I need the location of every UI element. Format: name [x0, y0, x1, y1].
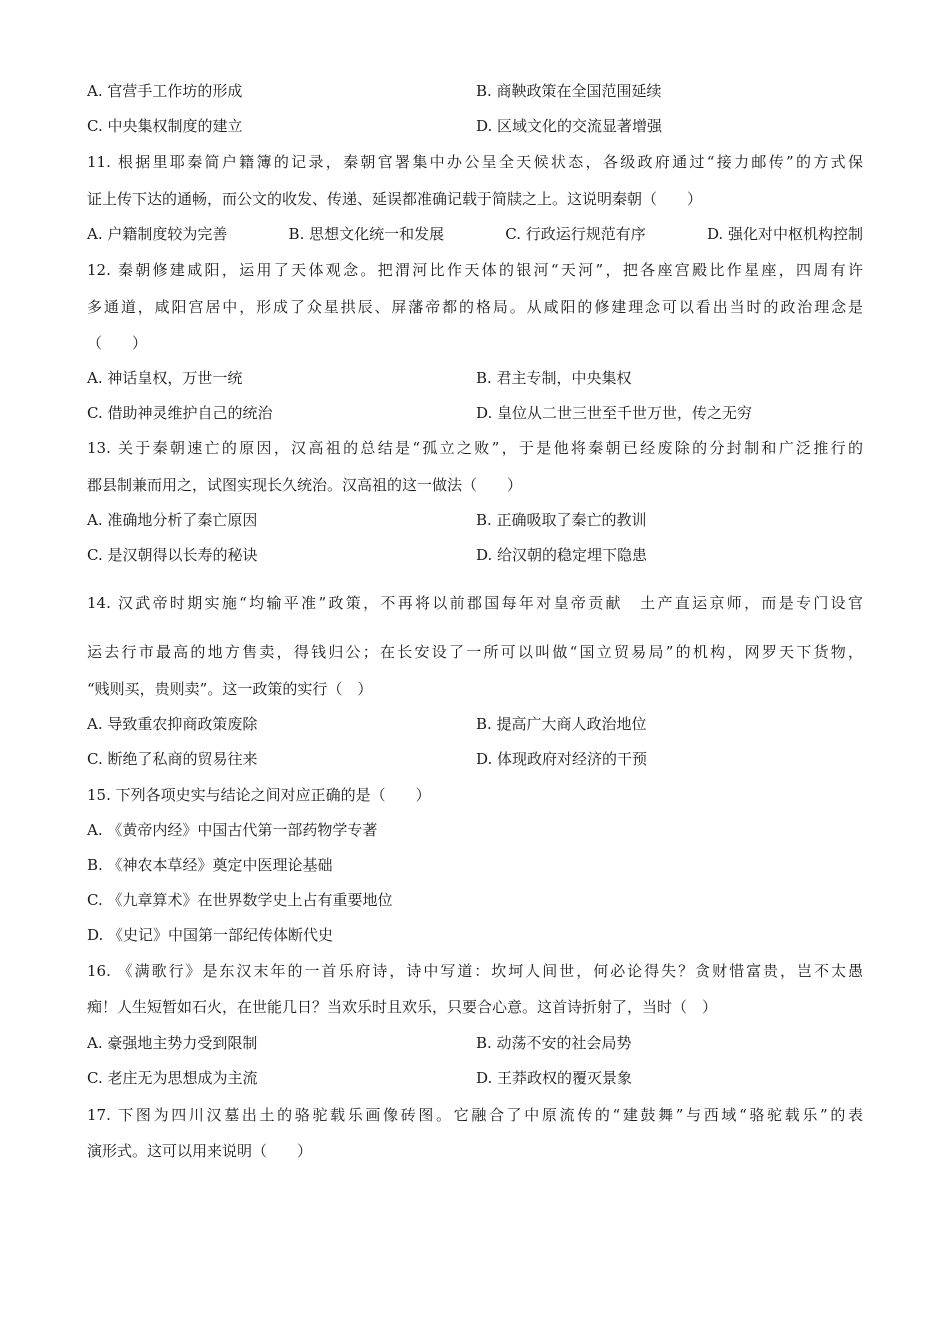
q12-stem-line1: 12. 秦朝修建咸阳，运用了天体观念。把渭河比作天体的银河“天河”，把各座宫殿比作星座，四周有许 — [87, 261, 863, 279]
q15-option-b: B. 《神农本草经》奠定中医理论基础 — [87, 856, 333, 874]
q14-option-d: D. 体现政府对经济的干预 — [476, 750, 648, 768]
q16-option-a: A. 豪强地主势力受到限制 — [87, 1034, 258, 1052]
q10-option-c: C. 中央集权制度的建立 — [87, 117, 243, 135]
q10-option-b: B. 商鞅政策在全国范围延续 — [476, 82, 662, 100]
q13-option-d: D. 给汉朝的稳定埋下隐患 — [476, 546, 648, 564]
q11-stem-line2: 证上传下达的通畅，而公文的收发、传递、延误都准确记载于简牍之上。这说明秦朝（ ） — [87, 190, 703, 208]
q13-option-a: A. 准确地分析了秦亡原因 — [87, 511, 258, 529]
q17-stem-line2: 演形式。这可以用来说明（ ） — [87, 1142, 313, 1160]
q14-stem-line3: “贱则买，贵则卖”。这一政策的实行（ ） — [87, 680, 373, 698]
q16-option-b: B. 动荡不安的社会局势 — [476, 1034, 632, 1052]
q12-stem-line3: （ ） — [87, 334, 148, 352]
q16-stem-line2: 痴！人生短暂如石火，在世能几日？当欢乐时且欢乐，只要合心意。这首诗折射了，当时（ ） — [87, 998, 718, 1016]
q14-option-c: C. 断绝了私商的贸易往来 — [87, 750, 258, 768]
q13-stem-line2: 郡县制兼而用之，试图实现长久统治。汉高祖的这一做法（ ） — [87, 476, 523, 494]
q14-stem-line1: 14. 汉武帝时期实施“均输平准”政策，不再将以前郡国每年对皇帝贡献 土产直运京师，而是专门设官 — [87, 594, 863, 612]
q12-stem-line2: 多通道，咸阳宫居中，形成了众星拱辰、屏藩帝都的格局。从咸阳的修建理念可以看出当时的政治理念是 — [87, 298, 863, 316]
q15-stem-line1: 15. 下列各项史实与结论之间对应正确的是（ ） — [87, 786, 431, 804]
q13-option-b: B. 正确吸取了秦亡的教训 — [476, 511, 647, 529]
q11-option-d: D. 强化对中枢机构控制 — [706, 225, 863, 243]
q14-stem-line2: 运去行市最高的地方售卖，得钱归公；在长安设了一所可以叫做“国立贸易局”的机构，网罗天下货物， — [87, 643, 863, 661]
q11-option-c: C. 行政运行规范有序 — [505, 225, 646, 243]
q15-option-c: C. 《九章算术》在世界数学史上占有重要地位 — [87, 891, 393, 909]
q17-stem-line1: 17. 下图为四川汉墓出土的骆驼载乐画像砖图。它融合了中原流传的“建鼓舞”与西域“骆驼载乐”的表 — [87, 1106, 863, 1124]
q16-stem-line1: 16. 《满歌行》是东汉末年的一首乐府诗，诗中写道：坎坷人间世，何必论得失？贪财惜富贵，岂不太愚 — [87, 962, 863, 980]
q13-option-c: C. 是汉朝得以长寿的秘诀 — [87, 546, 258, 564]
q11-stem-line1: 11. 根据里耶秦简户籍簿的记录，秦朝官署集中办公呈全天候状态，各级政府通过“接力邮传”的方式保 — [87, 153, 863, 171]
q11-option-a: A. 户籍制度较为完善 — [87, 225, 228, 243]
q13-stem-line1: 13. 关于秦朝速亡的原因，汉高祖的总结是“孤立之败”，于是他将秦朝已经废除的分封制和广泛推行的 — [87, 439, 863, 457]
q15-option-d: D. 《史记》中国第一部纪传体断代史 — [87, 926, 334, 944]
q12-option-c: C. 借助神灵维护自己的统治 — [87, 404, 273, 422]
q15-option-a: A. 《黄帝内经》中国古代第一部药物学专著 — [87, 821, 378, 839]
q14-option-a: A. 导致重农抑商政策废除 — [87, 715, 258, 733]
q12-option-d: D. 皇位从二世三世至千世万世，传之无穷 — [476, 404, 753, 422]
q16-option-d: D. 王莽政权的覆灭景象 — [476, 1069, 633, 1087]
q16-option-c: C. 老庄无为思想成为主流 — [87, 1069, 258, 1087]
q10-option-a: A. 官营手工作坊的形成 — [87, 82, 243, 100]
q11-option-b: B. 思想文化统一和发展 — [288, 225, 445, 243]
q10-option-d: D. 区域文化的交流显著增强 — [476, 117, 663, 135]
q12-option-b: B. 君主专制，中央集权 — [476, 369, 632, 387]
q12-option-a: A. 神话皇权，万世一统 — [87, 369, 243, 387]
q14-option-b: B. 提高广大商人政治地位 — [476, 715, 647, 733]
q11-options — [87, 224, 863, 244]
